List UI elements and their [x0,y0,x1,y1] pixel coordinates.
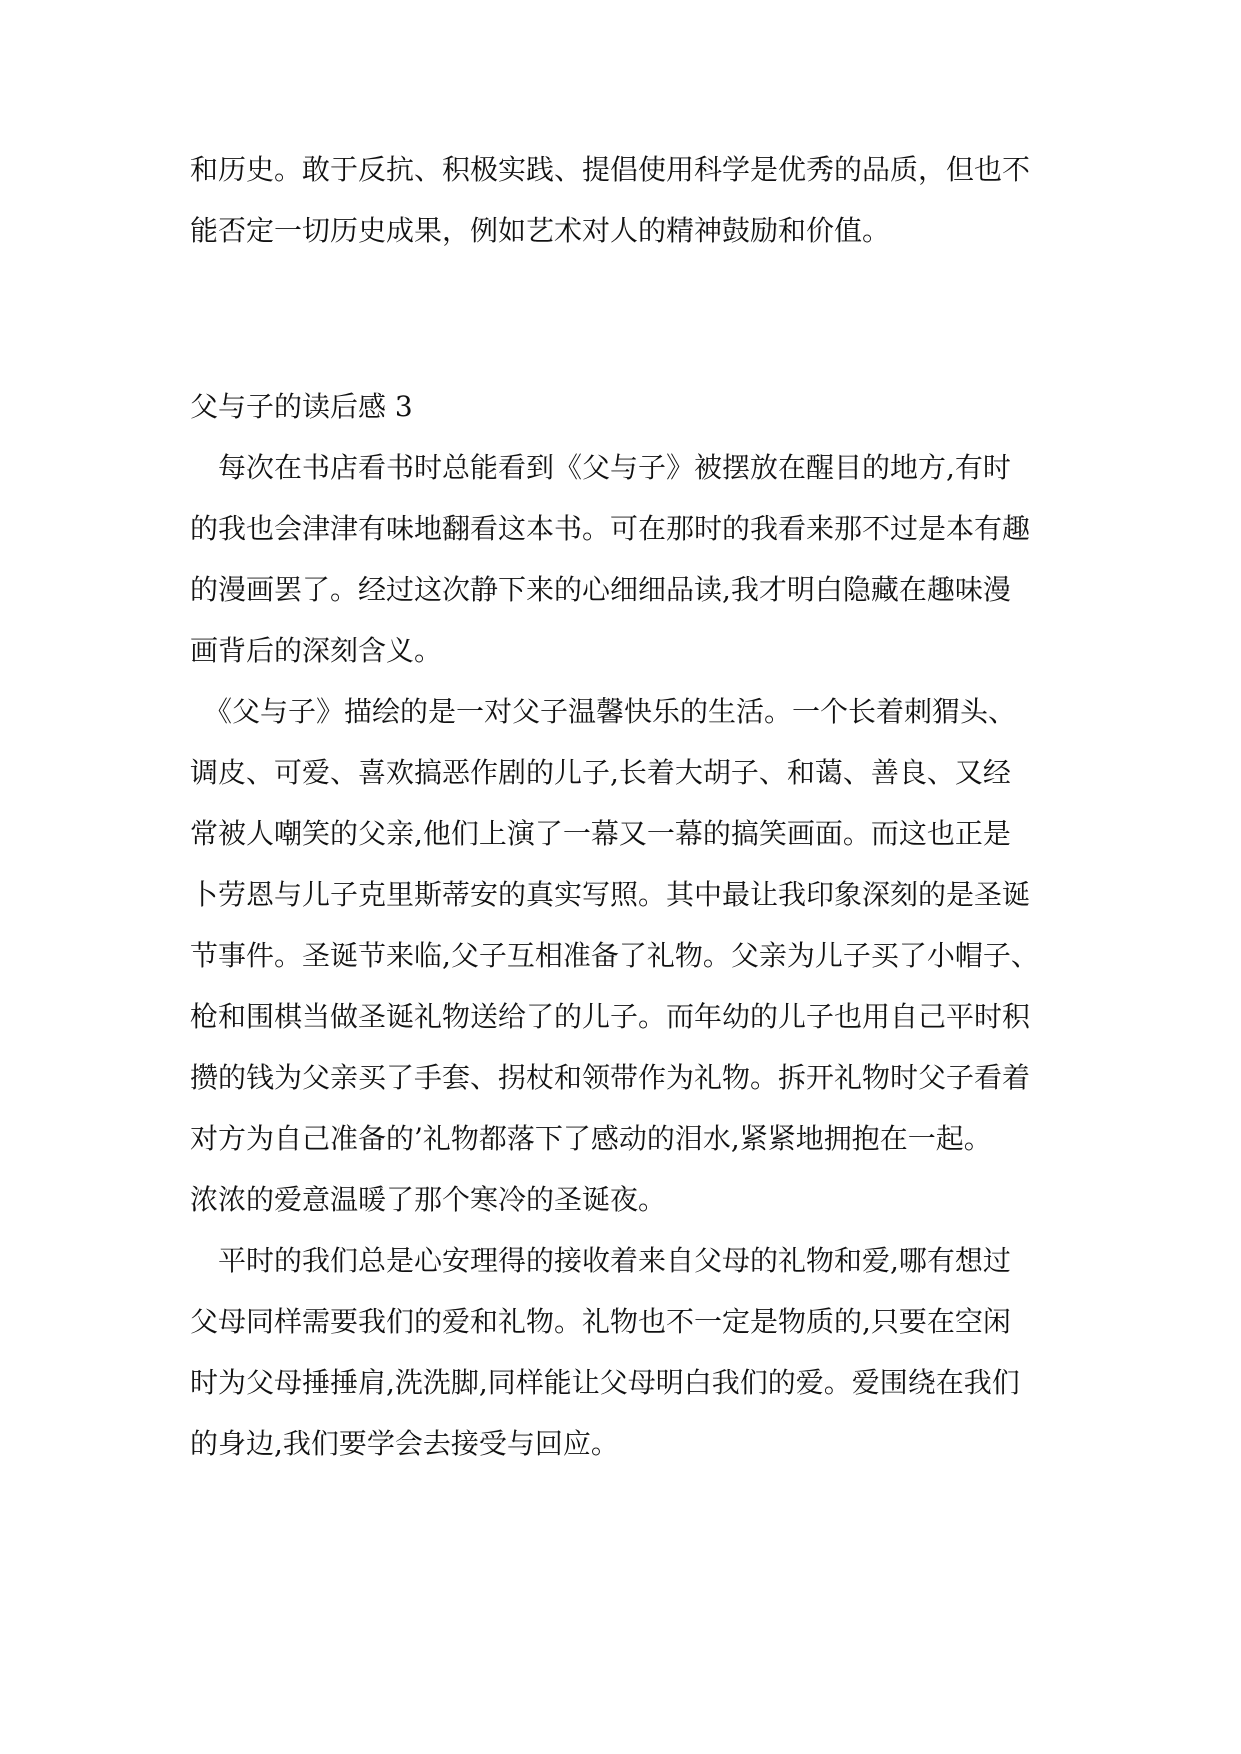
intro-line-2: 能否定一切历史成果，例如艺术对人的精神鼓励和价值。 [190,214,891,247]
paragraph2-line-2: 调皮、可爱、喜欢搞恶作剧的儿子,长着大胡子、和蔼、善良、又经 [190,756,1011,789]
paragraph1-line-4: 画背后的深刻含义。 [190,634,443,667]
paragraph2-line-1: 《父与子》描绘的是一对父子温馨快乐的生活。一个长着刺猬头、 [190,695,1017,728]
paragraph3-line-4: 的身边,我们要学会去接受与回应。 [190,1427,619,1460]
paragraph1-line-3: 的漫画罢了。经过这次静下来的心细细品读,我才明白隐藏在趣味漫 [190,573,1011,606]
paragraph3-line-3: 时为父母捶捶肩,洗洗脚,同样能让父母明白我们的爱。爱围绕在我们 [190,1366,1020,1399]
intro-line-1: 和历史。敢于反抗、积极实践、提倡使用科学是优秀的品质，但也不 [190,153,1031,186]
paragraph3-line-1: 平时的我们总是心安理得的接收着来自父母的礼物和爱,哪有想过 [190,1244,1011,1277]
paragraph2-line-6: 枪和围棋当做圣诞礼物送给了的儿子。而年幼的儿子也用自己平时积 [190,1000,1031,1033]
paragraph2-line-5: 节事件。圣诞节来临,父子互相准备了礼物。父亲为儿子买了小帽子、 [190,939,1039,972]
paragraph2-line-8: 对方为自己准备的’礼物都落下了感动的泪水,紧紧地拥抱在一起。 [190,1122,992,1155]
paragraph2-line-7: 攒的钱为父亲买了手套、拐杖和领带作为礼物。拆开礼物时父子看着 [190,1061,1031,1094]
paragraph1-line-2: 的我也会津津有味地翻看这本书。可在那时的我看来那不过是本有趣 [190,512,1031,545]
section-title: 父与子的读后感 3 [190,390,413,423]
paragraph3-line-2: 父母同样需要我们的爱和礼物。礼物也不一定是物质的,只要在空闲 [190,1305,1011,1338]
paragraph1-line-1: 每次在书店看书时总能看到《父与子》被摆放在醒目的地方,有时 [190,451,1011,484]
paragraph2-line-3: 常被人嘲笑的父亲,他们上演了一幕又一幕的搞笑画面。而这也正是 [190,817,1011,850]
paragraph2-line-9: 浓浓的爱意温暖了那个寒冷的圣诞夜。 [190,1183,667,1216]
paragraph2-line-4: 卜劳恩与儿子克里斯蒂安的真实写照。其中最让我印象深刻的是圣诞 [190,878,1031,911]
